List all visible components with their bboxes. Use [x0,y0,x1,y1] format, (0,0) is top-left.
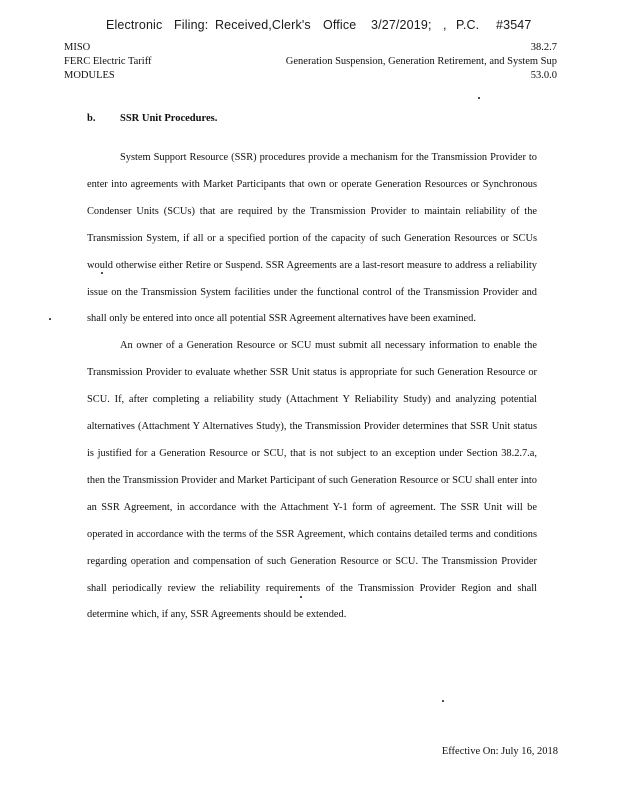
header-left [64,41,152,83]
section-letter: b. [87,113,96,124]
header-section-number: 38.2.7 [530,42,557,53]
stamp-office: Office [323,18,357,32]
section-heading [87,113,217,124]
header-version: 53.0.0 [530,70,557,81]
stamp-date: 3/27/2019; [371,18,432,32]
stamp-dot: , [443,18,447,32]
stamp-pc: P.C. [456,18,480,32]
header-modules: MODULES [64,70,115,81]
scan-speck [442,700,444,702]
header-org: MISO [64,42,91,53]
stamp-received: Received,Clerk's [215,18,311,32]
header-section-title: Generation Suspension, Generation Retirement, and System Sup [285,56,557,67]
scan-speck [478,97,480,99]
filing-stamp [106,18,532,32]
stamp-filing: Filing: [174,18,209,32]
effective-date: Effective On: July 16, 2018 [441,746,558,757]
scan-speck [49,318,51,320]
stamp-number: #3547 [496,18,532,32]
paragraph: An owner of a Generation Resource or SCU must submit all necessary information to enable the Transmission Provider to evaluate whether SSR Unit status is appropriate for such Generation Resource or SCU. If, after completing a reliability study (Attachment Y Reliability Study) and analyzing potential alternatives (Attachment Y Alternatives Study), the Transmission Provider determines that SSR Unit status is justified for a Generation Resource or SCU, that is not subject to an exception under Section 38.2.7.a, then the Transmission Provider and Market Participant of such Generation Resource or SCU shall enter into an SSR Agreement, in accordance with the Attachment Y-1 form of agreement. The SSR Unit will be operated in accordance with the terms of the SSR Agreement, which contains detailed terms and conditions regarding operation and compensation of such Generation Resource or SCU. The Transmission Provider shall periodically review the reliability requirements of the Transmission Provider Region and shall determine which, if any, SSR Agreements should be extended. [87,340,537,621]
header-tariff: FERC Electric Tariff [64,56,152,67]
section-title: SSR Unit Procedures. [120,113,218,124]
paragraph: System Support Resource (SSR) procedures provide a mechanism for the Transmission Provider to enter into agreements with Market Participants that own or operate Generation Resources or Synchronous Condenser Units (SCUs) that are required by the Transmission Provider to maintain reliability of the Transmission System, if all or a specified portion of the capacity of such Generation Resources or SCUs would otherwise either Retire or Suspend. SSR Agreements are a last-resort measure to address a reliability issue on the Transmission System facilities under the functional control of the Transmission Provider and shall only be entered into once all potential SSR Agreement alternatives have been examined. [87,152,537,325]
stamp-label: Electronic [106,18,163,32]
document-body [87,145,537,629]
scan-speck [101,272,103,274]
scan-speck [300,596,302,598]
header-right [286,41,557,83]
